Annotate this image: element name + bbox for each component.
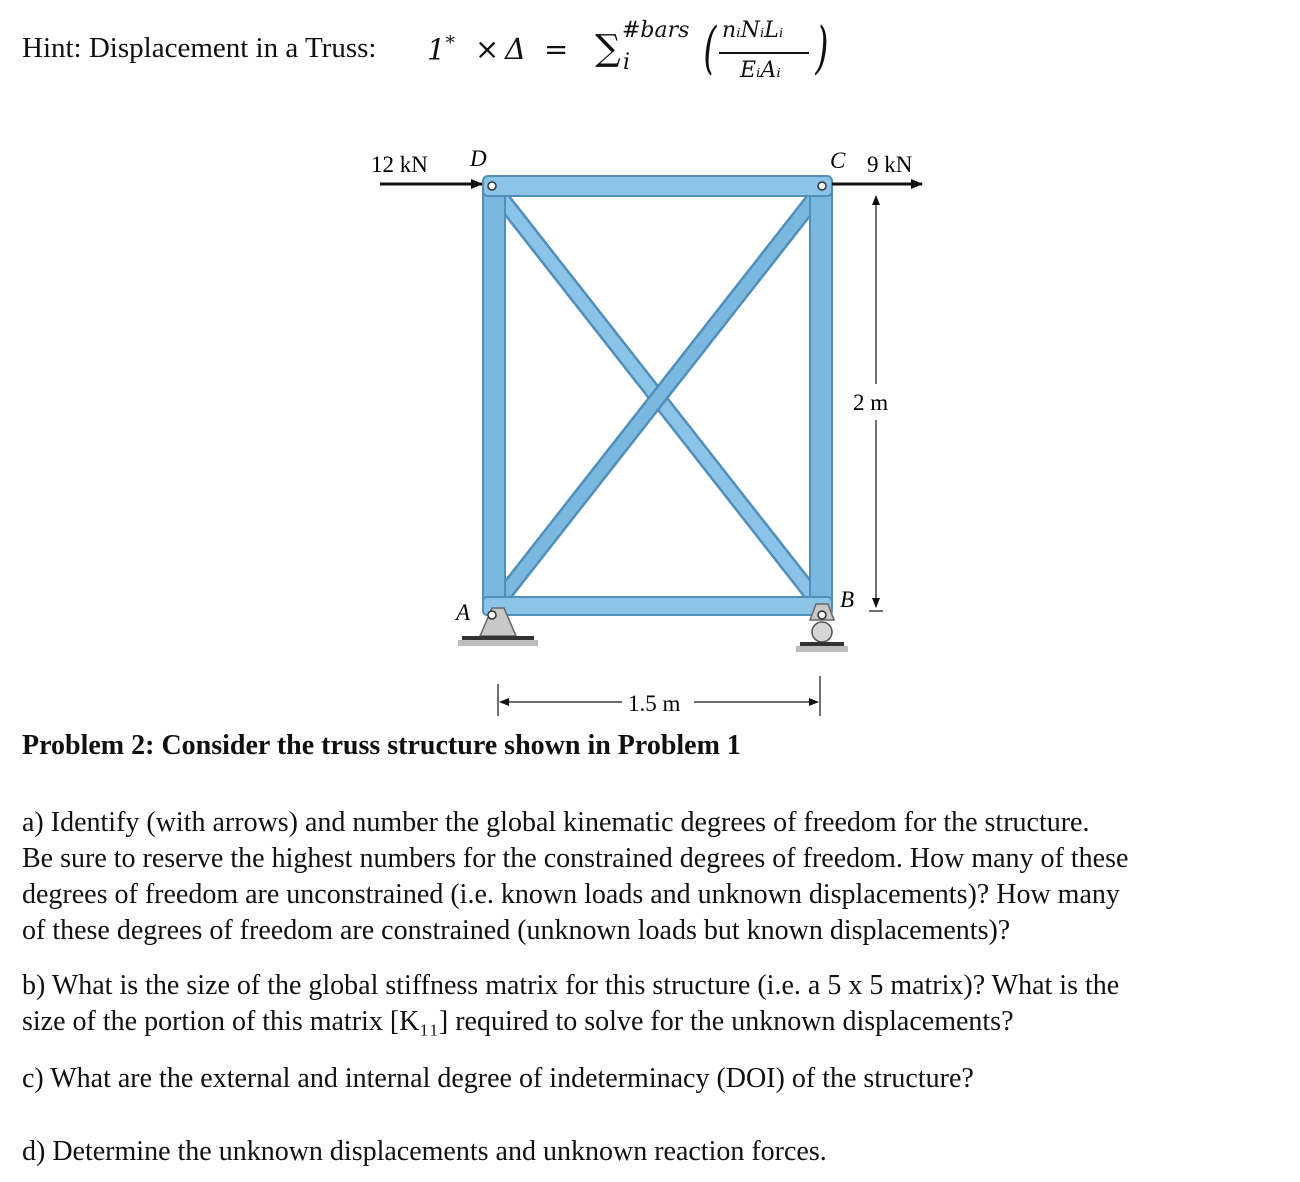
- pin-d: [488, 182, 496, 190]
- load-left-label: 12 kN: [371, 152, 428, 177]
- node-a-label: A: [456, 600, 471, 625]
- formula-sum-lower: i: [623, 50, 631, 75]
- formula-numerator: nᵢNᵢLᵢ: [722, 18, 784, 43]
- question-a-line-2: Be sure to reserve the highest numbers for the constrained degrees of freedom. How many of these: [22, 843, 1129, 874]
- question-c: c) What are the external and internal degree of indeterminacy (DOI) of the structure?: [22, 1063, 974, 1094]
- question-b-line-1: b) What is the size of the global stiffness matrix for this structure (i.e. a 5 x 5 matrix)? What is the: [22, 970, 1120, 1001]
- question-a-line-3: degrees of freedom are unconstrained (i.e. known loads and unknown displacements)? How many: [22, 879, 1120, 910]
- formula-delta: Δ: [505, 32, 526, 66]
- node-c-label: C: [830, 148, 846, 173]
- node-b-label: B: [840, 587, 855, 612]
- height-dimension-label: 2 m: [853, 390, 889, 415]
- node-d-label: D: [470, 146, 487, 171]
- question-b: [22, 968, 1282, 1040]
- hint-label: Hint: Displacement in a Truss:: [22, 32, 377, 64]
- formula-equals: =: [544, 32, 569, 66]
- formula-one: 1*: [427, 32, 455, 67]
- question-a-line-1: a) Identify (with arrows) and number the global kinematic degrees of freedom for the structure.: [22, 807, 1090, 838]
- formula-paren-left: (: [703, 16, 717, 81]
- vertical-member-bc: [810, 180, 832, 612]
- width-dimension-label: 1.5 m: [628, 691, 681, 716]
- question-a: [22, 805, 1282, 949]
- pin-c: [818, 182, 826, 190]
- load-right-label: 9 kN: [867, 152, 913, 177]
- formula-sigma: ∑: [595, 28, 621, 69]
- problem-title: Problem 2: Consider the truss structure shown in Problem 1: [22, 730, 741, 761]
- formula-sum-upper: #bars: [622, 18, 690, 43]
- top-member-dc: [483, 176, 832, 196]
- question-d: d) Determine the unknown displacements and unknown reaction forces.: [22, 1136, 827, 1167]
- bottom-member-ab: [483, 597, 832, 615]
- vertical-member-ad: [483, 180, 505, 612]
- question-a-line-4: of these degrees of freedom are constrained (unknown loads but known displacements)?: [22, 915, 1011, 946]
- formula-paren-right: ): [815, 16, 829, 81]
- formula-times: ×: [475, 32, 500, 66]
- question-b-line-2: size of the portion of this matrix [K₁₁] required to solve for the unknown displacements?: [22, 1006, 1014, 1037]
- formula-denominator: EᵢAᵢ: [740, 58, 781, 83]
